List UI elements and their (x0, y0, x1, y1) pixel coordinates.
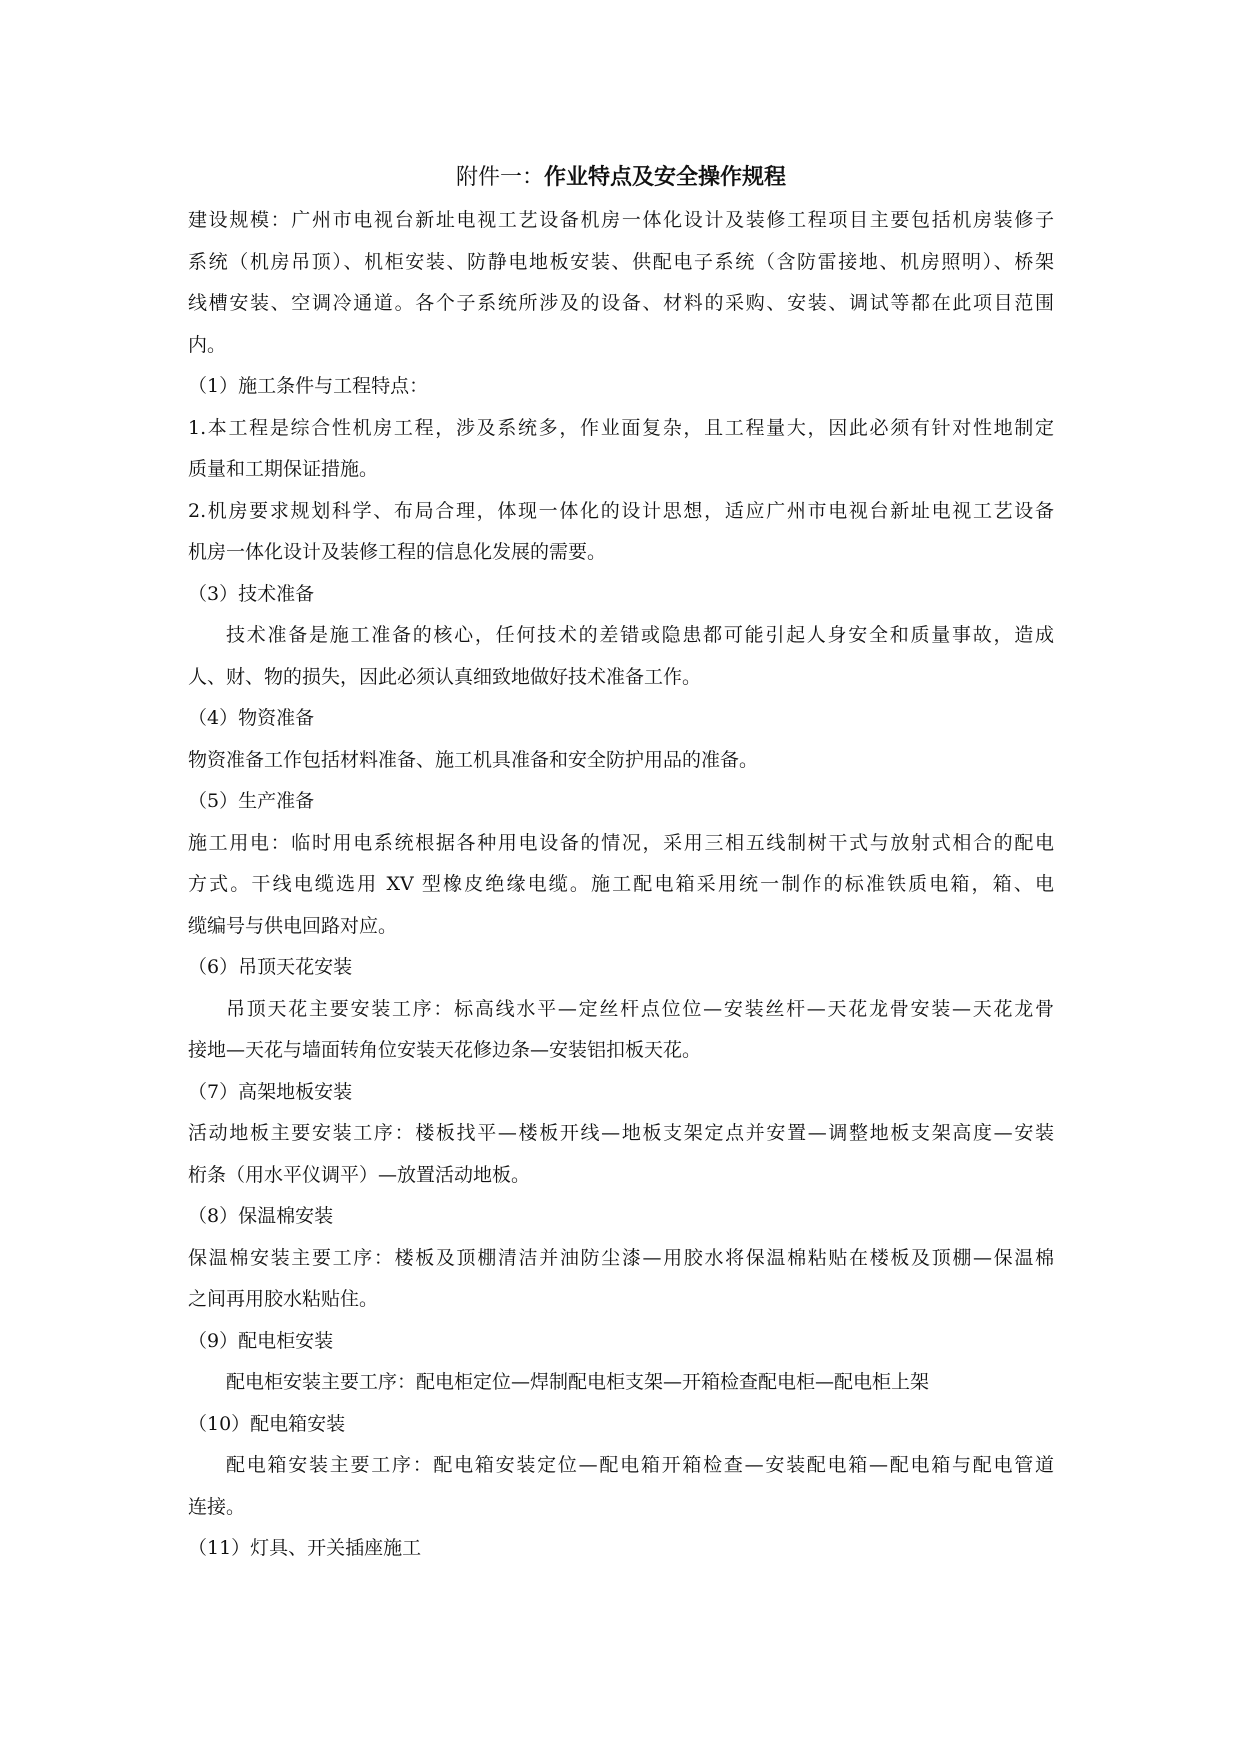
text-line: 保温棉安装主要工序：楼板及顶棚清洁并油防尘漆—用胶水将保温棉粘贴在楼板及顶棚—保温棉 (188, 1246, 1054, 1269)
text-line: 线槽安装、空调冷通道。各个子系统所涉及的设备、材料的采购、安装、调试等都在此项目范围 (188, 292, 1054, 314)
title-prefix: 附件一： (455, 165, 544, 190)
text-line: 配电箱安装主要工序：配电箱安装定位—配电箱开箱检查—安装配电箱—配电箱与配电管道 (226, 1454, 1054, 1476)
text-line: 吊顶天花主要安装工序：标高线水平—定丝杆点位位—安装丝杆—天花龙骨安装—天花龙骨 (226, 997, 1054, 1020)
document-title (188, 158, 1054, 196)
section-heading: （1）施工条件与工程特点： (188, 375, 429, 397)
text-line: 缆编号与供电回路对应。 (188, 914, 398, 937)
text-line: 人、财、物的损失，因此必须认真细致地做好技术准备工作。 (188, 665, 702, 688)
text-line: 1.本工程是综合性机房工程，涉及系统多，作业面复杂，且工程量大，因此必须有针对性地制定 (188, 416, 1054, 439)
text-line: 内。 (188, 333, 227, 356)
text-line: 机房一体化设计及装修工程的信息化发展的需要。 (188, 541, 607, 563)
section-heading: （10）配电箱安装 (188, 1412, 346, 1435)
section-heading: （9）配电柜安装 (188, 1329, 334, 1352)
text-line: 活动地板主要安装工序：楼板找平—楼板开线—地板支架定点并安置—调整地板支架高度—安装 (188, 1122, 1054, 1144)
text-line: 2.机房要求规划科学、布局合理，体现一体化的设计思想，适应广州市电视台新址电视工艺设备 (188, 499, 1054, 522)
section-heading: （8）保温棉安装 (188, 1205, 334, 1227)
section-heading: （3）技术准备 (188, 582, 315, 605)
section-heading: （11）灯具、开关插座施工 (188, 1537, 422, 1559)
text-line: 方式。干线电缆选用 XV 型橡皮绝缘电缆。施工配电箱采用统一制作的标准铁质电箱，箱、电 (188, 873, 1054, 895)
text-line: 施工用电：临时用电系统根据各种用电设备的情况，采用三相五线制树干式与放射式相合的配电 (188, 831, 1054, 854)
paragraph-lines (188, 200, 1054, 1570)
text-line: 建设规模：广州市电视台新址电视工艺设备机房一体化设计及装修工程项目主要包括机房装修子 (188, 209, 1054, 231)
title-main: 作业特点及安全操作规程 (544, 164, 787, 190)
text-line: 桁条（用水平仪调平）—放置活动地板。 (188, 1163, 531, 1186)
text-line: 接地—天花与墙面转角位安装天花修边条—安装铝扣板天花。 (188, 1039, 702, 1061)
text-line: 连接。 (188, 1495, 246, 1518)
section-heading: （5）生产准备 (188, 790, 315, 812)
text-line: 技术准备是施工准备的核心，任何技术的差错或隐患都可能引起人身安全和质量事故，造成 (226, 624, 1054, 646)
document-body (188, 158, 1054, 1570)
text-line: 之间再用胶水粘贴住。 (188, 1288, 379, 1310)
section-heading: （6）吊顶天花安装 (188, 956, 353, 978)
text-line: 质量和工期保证措施。 (188, 458, 379, 480)
text-line: 配电柜安装主要工序：配电柜定位—焊制配电柜支架—开箱检查配电柜—配电柜上架 (226, 1371, 930, 1393)
text-line: 系统（机房吊顶）、机柜安装、防静电地板安装、供配电子系统（含防雷接地、机房照明）、桥架 (188, 250, 1054, 273)
text-line: 物资准备工作包括材料准备、施工机具准备和安全防护用品的准备。 (188, 748, 759, 771)
section-heading: （7）高架地板安装 (188, 1080, 353, 1103)
section-heading: （4）物资准备 (188, 707, 315, 729)
